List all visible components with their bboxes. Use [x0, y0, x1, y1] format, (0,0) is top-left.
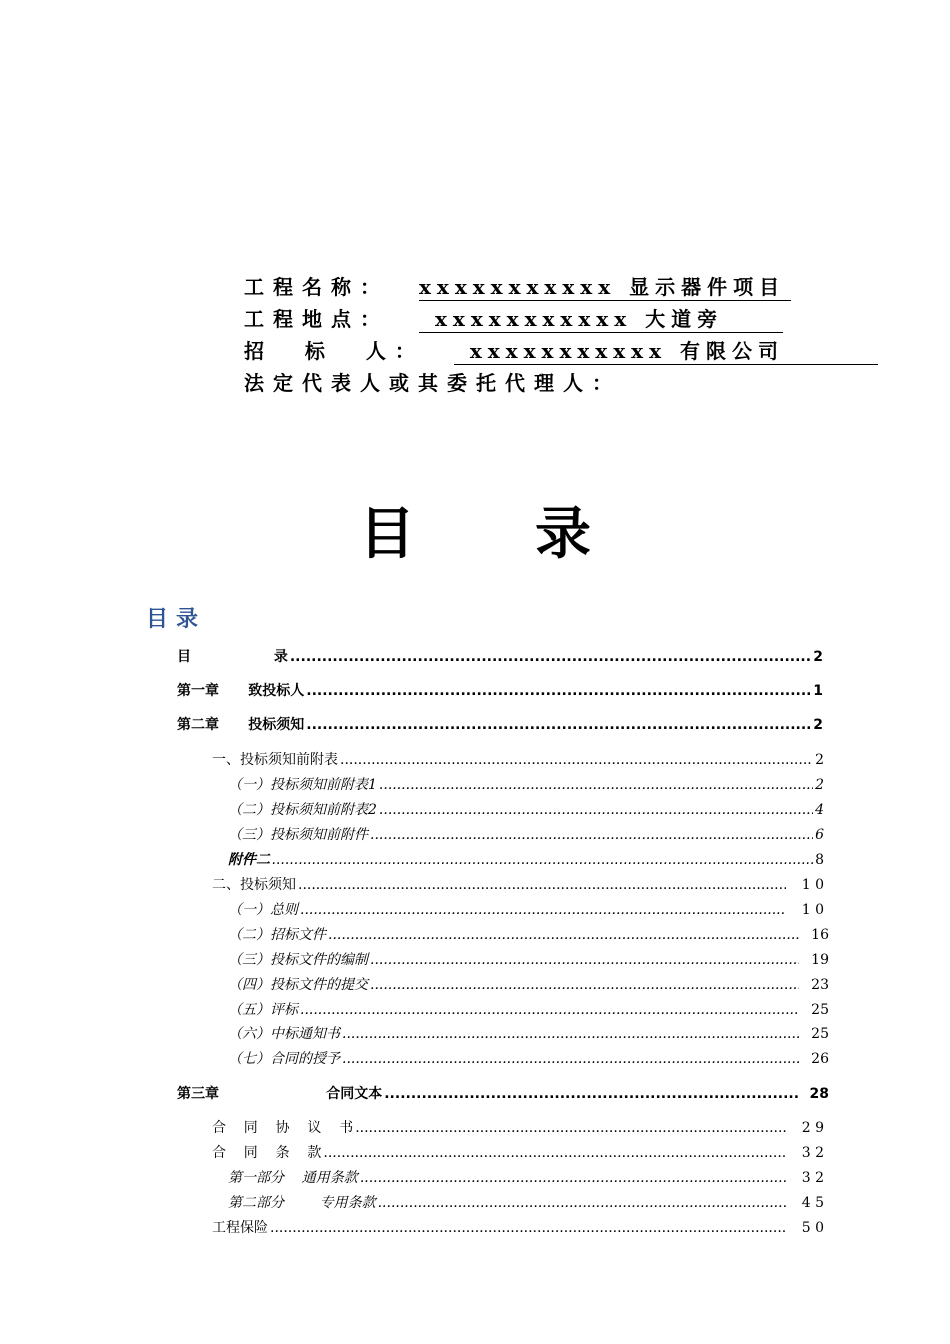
toc-entry-text: （三）投标文件的编制 [228, 952, 368, 968]
toc-entry-text: （四）投标文件的提交 [228, 977, 368, 993]
tenderer-row [244, 335, 878, 365]
project-location-value: xxxxxxxxxxx 大道旁 [419, 303, 783, 333]
toc-leader [306, 683, 811, 699]
toc-entry-page: 26 [811, 1051, 829, 1067]
toc-entry-page: 3 2 [801, 1170, 824, 1186]
toc-entry-page: 6 [815, 827, 824, 843]
toc-entry-page: 3 2 [801, 1145, 824, 1161]
project-location-label: 工程地点： [244, 307, 389, 331]
toc-entry-page: 8 [815, 852, 824, 868]
toc-entry-text: （一）投标须知前附表1 [228, 777, 377, 793]
toc-entry[interactable] [212, 749, 824, 769]
legal-rep-label: 法定代表人或其委托代理人： [244, 371, 621, 395]
toc-entry-text: 工程保险 [212, 1220, 268, 1236]
toc-leader [342, 1051, 799, 1067]
toc-leader [272, 852, 813, 868]
toc-leader [370, 952, 799, 968]
toc-leader [384, 1086, 797, 1102]
toc-entry-text: 第一章 致投标人 [177, 683, 305, 699]
toc-entry-page: 1 0 [801, 877, 824, 893]
toc-entry[interactable] [212, 1117, 824, 1137]
toc-entry-text: 第三章 合同文本 [177, 1086, 383, 1102]
toc-entry-page: 4 [815, 802, 824, 818]
toc-entry-page: 2 [813, 717, 823, 733]
project-name-label: 工程名称： [244, 275, 389, 299]
tenderer-label: 招 标 人： [244, 339, 424, 363]
toc-leader [300, 902, 786, 918]
toc-entry-page: 1 [813, 683, 823, 699]
toc-entry[interactable] [177, 680, 823, 700]
toc-entry-page: 2 [813, 649, 823, 665]
toc-leader [342, 1026, 799, 1042]
toc-entry[interactable] [228, 974, 829, 994]
toc-entry-text: 第二章 投标须知 [177, 717, 305, 733]
toc-entry-page: 2 [815, 777, 824, 793]
toc-entry[interactable] [212, 874, 824, 894]
toc-entry[interactable] [228, 1023, 829, 1043]
toc-entry[interactable] [228, 1167, 824, 1187]
toc-entry-page: 25 [811, 1026, 829, 1042]
toc-entry-text: 二、投标须知 [212, 877, 296, 893]
toc-entry-page: 2 [815, 752, 824, 768]
toc-leader [290, 649, 811, 665]
toc-entry-text: 第一部分 通用条款 [228, 1170, 358, 1186]
toc-entry-page: 25 [811, 1002, 829, 1018]
toc-leader [270, 1220, 786, 1236]
toc-entry[interactable] [228, 924, 829, 944]
toc-heading: 目录 [146, 607, 207, 632]
toc-leader [370, 827, 813, 843]
toc-entry-text: （七）合同的授予 [228, 1051, 340, 1067]
toc-entry[interactable] [228, 899, 824, 919]
toc-entry-page: 28 [809, 1086, 829, 1102]
toc-entry-text: （二）投标须知前附表2 [228, 802, 377, 818]
toc-leader [379, 802, 813, 818]
toc-leader [370, 977, 799, 993]
toc-entry[interactable] [228, 1192, 824, 1212]
toc-entry[interactable] [228, 774, 824, 794]
toc-entry[interactable] [228, 824, 824, 844]
toc-leader [379, 777, 813, 793]
toc-entry-page: 5 0 [801, 1220, 824, 1236]
toc-entry-page: 19 [811, 952, 829, 968]
toc-entry-page: 4 5 [801, 1195, 824, 1211]
project-location-row [244, 303, 783, 333]
project-name-value: xxxxxxxxxxx 显示器件项目 [419, 271, 791, 301]
tenderer-value: xxxxxxxxxxx 有限公司 [454, 335, 878, 365]
toc-entry-text: 附件二 [228, 852, 270, 868]
toc-entry[interactable] [177, 714, 823, 734]
toc-entry-page: 16 [811, 927, 829, 943]
toc-entry-text: （六）中标通知书 [228, 1026, 340, 1042]
toc-leader [298, 877, 786, 893]
toc-entry-page: 2 9 [801, 1120, 824, 1136]
toc-entry[interactable] [228, 999, 829, 1019]
toc-entry-page: 1 0 [801, 902, 824, 918]
toc-entry-text: （三）投标须知前附件 [228, 827, 368, 843]
toc-entry-text: （五）评标 [228, 1002, 298, 1018]
toc-entry-text: 合 同 条 款 [212, 1145, 322, 1161]
toc-entry-text: （二）招标文件 [228, 927, 326, 943]
toc-entry[interactable] [228, 849, 824, 869]
toc-leader [328, 927, 799, 943]
toc-entry[interactable] [228, 799, 824, 819]
toc-entry-text: 目 录 [177, 649, 288, 665]
toc-entry[interactable] [228, 949, 829, 969]
legal-rep-row [244, 367, 621, 396]
toc-entry[interactable] [228, 1048, 829, 1068]
toc-entry[interactable] [177, 646, 823, 666]
toc-leader [323, 1145, 785, 1161]
toc-entry-page: 23 [811, 977, 829, 993]
toc-entry[interactable] [177, 1083, 829, 1103]
toc-entry-text: 合 同 协 议 书 [212, 1120, 354, 1136]
toc-leader [300, 1002, 799, 1018]
project-name-row [244, 271, 791, 301]
toc-entry-text: （一）总则 [228, 902, 298, 918]
page-title: 目录 [359, 502, 711, 567]
toc-leader [378, 1195, 786, 1211]
toc-leader [360, 1170, 786, 1186]
toc-entry[interactable] [212, 1217, 824, 1237]
toc-leader [306, 717, 811, 733]
toc-entry[interactable] [212, 1142, 824, 1162]
toc-leader [355, 1120, 786, 1136]
toc-entry-text: 一、投标须知前附表 [212, 752, 338, 768]
toc-entry-text: 第二部分 专用条款 [228, 1195, 376, 1211]
toc-leader [340, 752, 813, 768]
